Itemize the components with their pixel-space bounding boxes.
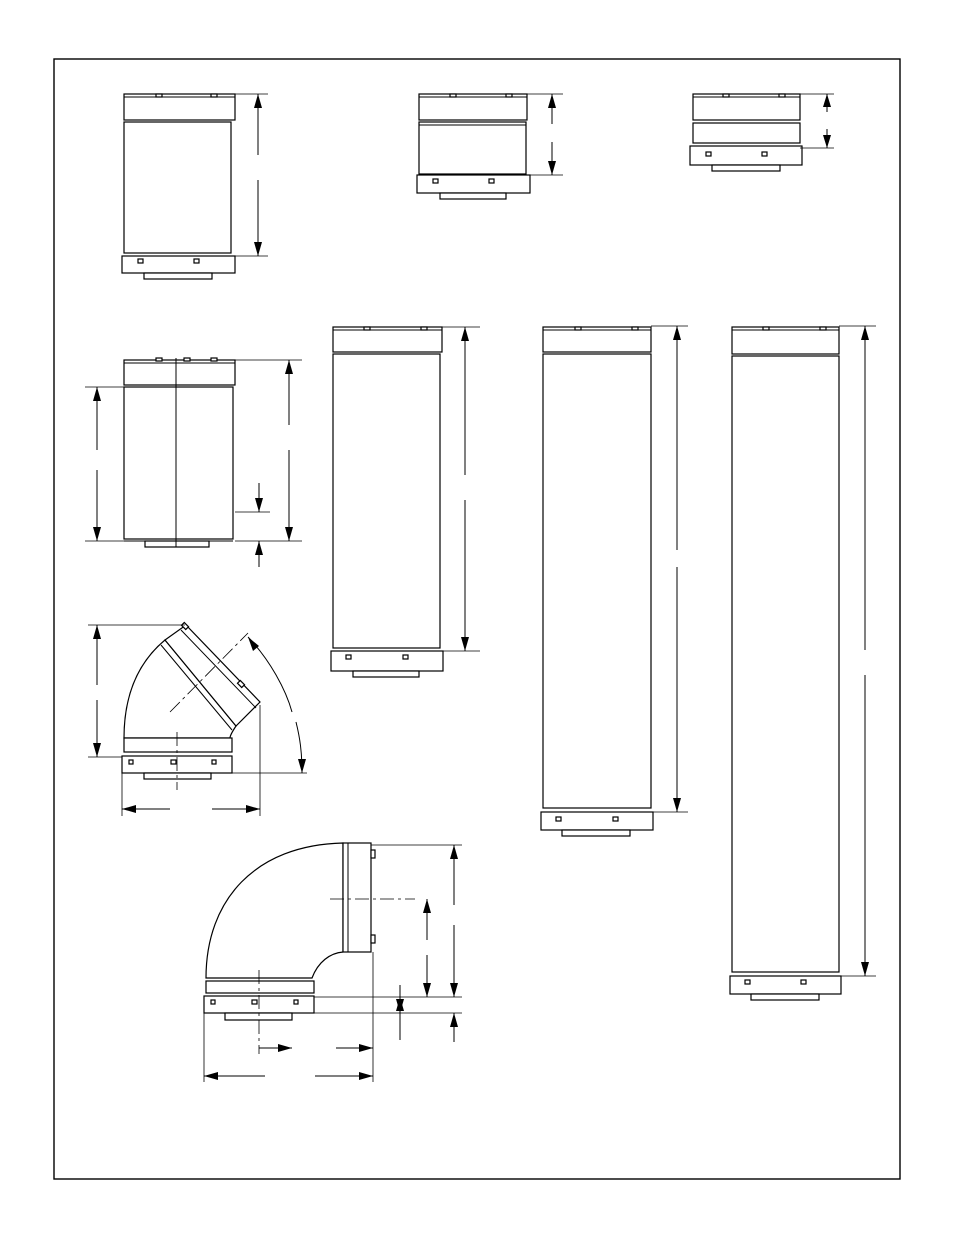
dimension-straight-pipe-6in (527, 94, 563, 175)
straight-pipe-6in (417, 94, 530, 199)
elbow-90 (204, 843, 415, 1054)
dimension-straight-pipe-36in (651, 326, 688, 812)
dimension-straight-pipe-48in (839, 326, 876, 976)
straight-pipe-4in (690, 94, 802, 171)
dimension-straight-pipe-12in (235, 94, 268, 256)
straight-pipe-48in (730, 327, 841, 1000)
dimension-straight-pipe-24in (442, 327, 480, 651)
straight-pipe-12in (122, 94, 235, 279)
elbow-45 (122, 622, 260, 790)
dimension-straight-pipe-4in (800, 94, 834, 148)
adjustable-pipe (124, 358, 235, 547)
straight-pipe-36in (541, 327, 653, 836)
straight-pipe-24in (331, 327, 443, 677)
